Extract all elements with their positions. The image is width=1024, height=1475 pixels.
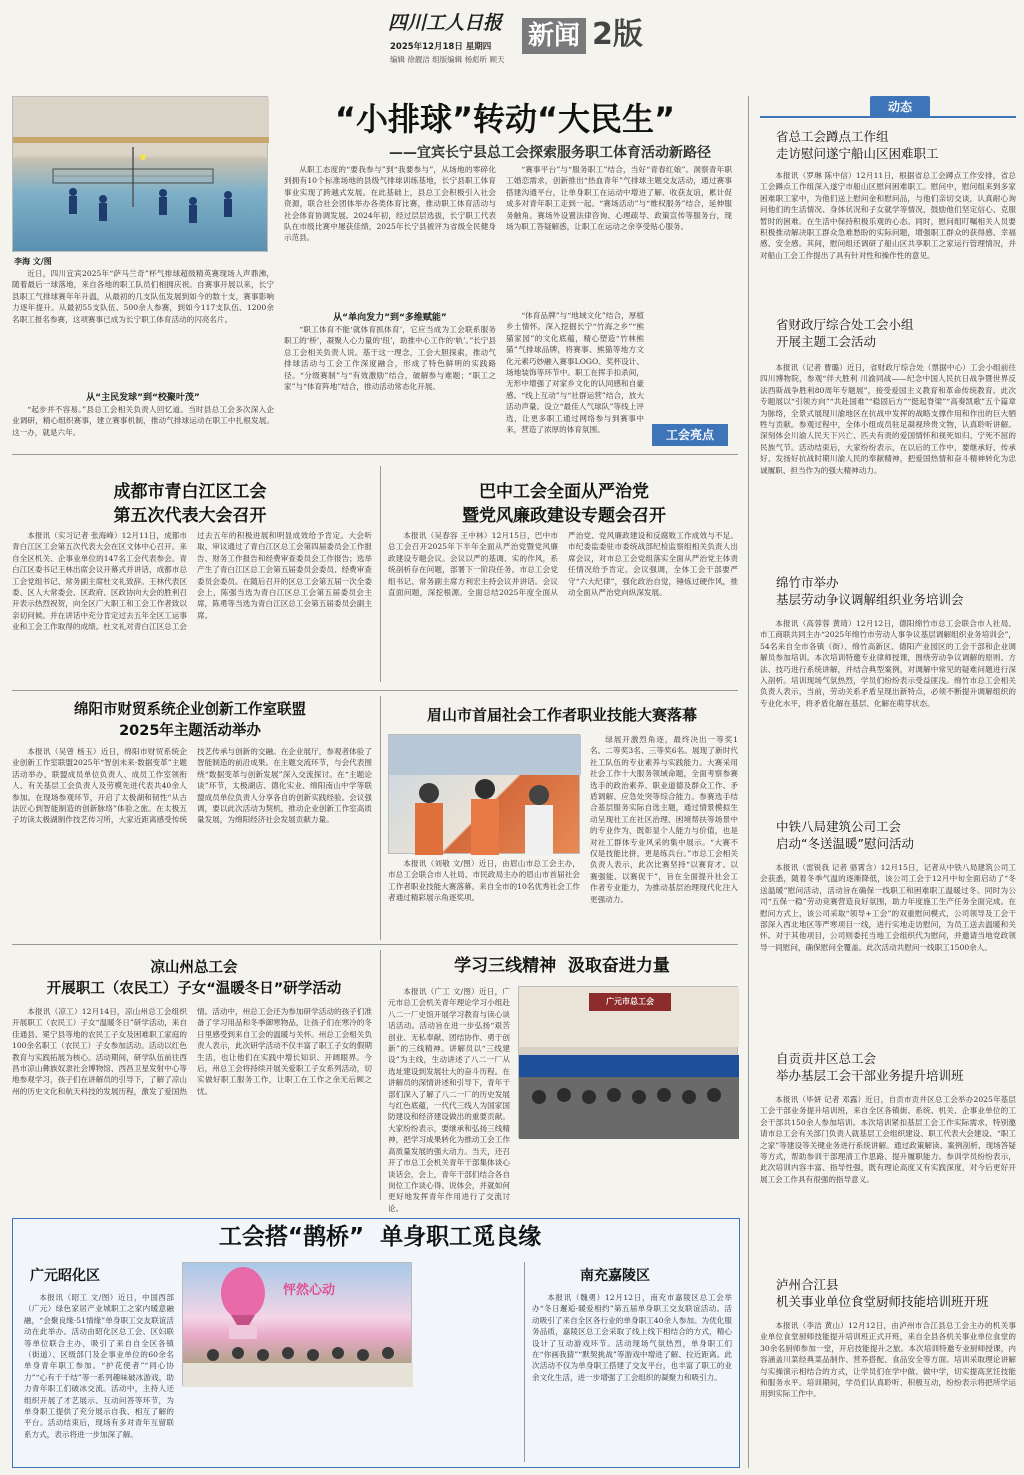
chengdu-body-text: 本报讯（实习记者 张海峰）12月11日，成都市青白江区工会第五次代表大会在区文体中心召开。来自全区机关、企事业单位的147名工会代表参会。青白江区委书记王林出席会议开幕式并讲话，成都市总工会党组书记、常务副主席杜文礼致辞。王林代表区委、区人大常委会、区政府、区政协向大会的胜利召开表示热烈祝贺，向全区广大职工和工会工作者致以亲切问候。并在讲话中充分肯定过去五年全区工运事业和工会工作取得的成绩。杜文礼对青白江区总工会过去五年的积极进展和明显成效给予肯定。大会听取、审议通过了青白江区总工会第四届委员会工作报告、财务工作报告和经费审查委员会工作报告；选举产生了青白江区总工会第五届委员会委员、经费审查委员会委员。在随后召开的区总工会第五届一次全委会上，陈强当选为青白江区总工会第五届委员会主席，陈勇等当选为青白江区总工会第五届委员会副主席。 [12,531,372,632]
sanxian-body [388,986,510,1213]
sanxian-group-illustration [519,987,739,1139]
row-divider [12,690,738,691]
meishan-body1-text: 本报讯（刘敬 文/图）近日，由眉山市总工会主办，市总工会联合市人社局、市民政局主办的眉山市首届社会工作者职业技能大赛落幕。来自全市的10名优秀社会工作者通过精彩展示角逐奖项。 [388,859,580,903]
lead-col1 [12,268,274,388]
magpie-title: 工会搭“鹊桥” 单身职工觅良缘 [218,1224,542,1250]
sidebar-item-body-text: 本报讯（毕妍 记者 邓露）近日，自贡市贡井区总工会举办2025年基层工会干部业务提升培训班，来自全区各镇街、系统、机关、企事业单位的工会干部共150余人参加培训。本次培训紧扣基层工会工作实际需求，特别邀请市总工会有关部门负责人就基层工会组织建设、职工代表大会建设、“职工之家”等建设等关键业务进行系统讲解。通过政策解读、案例剖析、现场答疑等方式，帮助参训干部理清工作思路、提升履职能力。参训学员纷纷表示，此次培训内容丰富、指导性强，既有理论高度又有实践深度，对今后更好开展工会工作具有很强的指导意义。 [760,1095,1016,1184]
lead-col1b [12,404,274,440]
lead-col1b-text: “起步并不容易。”县总工会相关负责人回忆道。当时县总工会多次深入企业调研，精心组织赛事，建立赛事机制，推动气排球运动在职工中扎根发展。这一办，就是六年。 [12,405,274,437]
row-divider [12,944,738,945]
sidebar-item-body-text: 本报讯（记者 曹璐）近日，省财政厅综合处（票据中心）工会小组前往四川博物院，参观“伴大胜利 川渝同战——纪念中国人民抗日战争暨世界反法西斯战争胜利80周年专题展”，接受爱国主义教育和革命传统教育。此次专题展以“引领方向”“共赴国难”“稳固后方”“挺起脊梁”“高奏凯歌”五个篇章为脉络，全景式展现川渝地区在抗战中发挥的战略支撑作用和作出的巨大牺牲与贡献。参观过程中，全体小组成员驻足凝视珍贵文物，认真聆听讲解。深刻体会川渝人民天下兴亡、匹夫有责的爱国情怀和视死如归、宁死不屈的民族气节。活动结束后，大家纷纷表示，在以后的工作中，要继承好、传承好、发扬好抗战时期川渝人民的奉献精神，把爱国热情和奋斗精神转化为忠诚履职、担当作为的强大精神动力。 [760,363,1016,475]
chengdu-title: 成都市青白江区工会 第五次代表大会召开 [113,482,267,526]
sidebar-item-body-text: 本报讯（高蓉蓉 黄琦）12月12日，德阳绵竹市总工会联合市人社局、市工商联共同主办“2025年绵竹市劳动人事争议基层调解组织业务培训会”，54名来自全市各镇（街）、绵竹高新区、德阳产业园区的工会干部和企业调解员参加培训。本次培训特邀专业律师授课，围绕劳动争议调解的原则、方法、技巧进行系统讲解，并结合典型案例，对调解中常见的疑难问题进行深入剖析。培训现场气氛热烈，学员们纷纷表示受益匪浅。绵竹市总工会相关负责人表示，当前，劳动关系矛盾呈现出新特点，必须不断提升调解组织的专业化水平，将矛盾化解在基层、化解在萌芽状态。 [760,619,1016,708]
lead-col2 [284,164,496,304]
lead-col2-text: 从职工态度的“要我参与”到“我要参与”，从场地的零碎化到拥有10个标准场地的县级气排球训练基地，长宁县职工体育事业实现了跨越式发展。在此基础上，县总工会积极引入社会资源，联合社会团体举办各类体育比赛，推动职工体育活动与社会体育协调发展。2024年初，经过层层选拔，长宁职工代表队在市级比赛中屡获佳绩，2025年长宁县被评为省级全民健身示范县。 [284,165,496,243]
bazhong-body-text: 本报讯（吴春容 王中林）12月15日，巴中市总工会召开2025年下半年全面从严治党暨党风廉政建设专题会议。会议以严的基调、实的作风，系统剖析存在问题，部署下一阶段任务。市总工会党组书记、常务副主席方利宏主持会议并讲话。会议直面问题，深挖根源。全面总结2025年度全面从严治党、党风廉政建设和反腐败工作成效与不足。市纪委监委驻市委统战部纪检监察组相关负责人出席会议，对市总工会党组落实全面从严治党主体责任情况给予肯定。会议强调，全体工会干部要严守“六大纪律”，强化政治自觉，锤炼过硬作风，推动全面从严治党向纵深发展。 [388,531,738,598]
jialing-subtitle: 南充嘉陵区 [580,1268,650,1284]
lead-col2b [284,324,496,440]
sidebar-item-title: 绵竹市举办 基层劳动争议调解组织业务培训会 [776,575,964,607]
mianyang-body [12,746,372,936]
lead-title: “小排球”转动“大民生” [334,100,676,138]
magpie-divider [524,1262,525,1462]
sidebar-item-title: 中铁八局建筑公司工会 启动“冬送温暖”慰问活动 [776,819,914,851]
zhaohua-subtitle: 广元昭化区 [30,1268,100,1284]
col-divider [380,950,381,1200]
bazhong-body [388,530,738,682]
sidebar-divider [748,96,749,1468]
sidebar-item-body [760,618,1016,786]
meishan-title: 眉山市首届社会工作者职业技能大赛落幕 [426,706,697,724]
sidebar-item-title: 省财政厅综合处工会小组 开展主题工会活动 [776,317,914,349]
lead-col3b [506,310,644,440]
sidebar-item-body [760,170,1016,286]
liangshan-body-text: 本报讯（凉工）12月14日，凉山州总工会组织开展职工（农民工）子女“温暖冬日”研学活动，来自佳通县、冕宁县等地的农民工子女及困难职工家庭的100余名职工（农民工）子女参加活动。活动以红色教育与实践拓展为核心。活动期间，研学队伍前往西昌市凉山彝族奴隶社会博物馆、西昌卫星发射中心等地参观学习，孩子们在讲解员的引导下，了解了凉山州的历史文化和航天科技的发展历程，激发了爱国热情。活动中，州总工会还为参加研学活动的孩子们准备了学习用品和冬季御寒物品，让孩子们在寒冷的冬日里感受到来自工会的温暖与关怀。州总工会相关负责人表示，此次研学活动不仅丰富了职工子女的假期生活，也让他们在实践中增长知识、开阔眼界。今后，州总工会将持续开展关爱职工子女系列活动，切实做好职工服务工作，让职工在工作之余无后顾之忧。 [12,1007,372,1096]
lead-col3 [506,164,732,308]
col-divider [380,466,381,682]
sidebar-item-title: 省总工会蹲点工作组 走访慰问遂宁船山区困难职工 [776,129,939,161]
zhaohua-body-cont [182,1390,516,1462]
lead-col3b-text: “体育品牌”与“地域文化”结合，厚植乡土情怀。深入挖掘长宁“竹海之乡”“熊猫家园”的文化底蕴，精心塑造“竹林熊猫”气排球品牌，将赛事、熊猫等地方文化元素巧妙融入赛事LOGO、奖杯设计、场地装饰等环节中。职工在挥手扣杀间，无形中增强了对家乡文化的认同感和自豪感。“线上互动”与“社群运营”结合，放大活动声量。设立“最佳人气球队”等线上评选，让更多职工通过网络参与到赛事中来，营造了浓厚的体育氛围。 [506,311,644,435]
mianyang-body-text: 本报讯（吴曾 杨玉）近日，绵阳市财贸系统企业创新工作室联盟2025年“智创未来·数据变革”主题活动举办，联盟成员单位负责人、成员工作室领衔人、有关基层工会负责人及劳模先进代表共40余人参加。在现场参观环节，开启了太极湖和韧性“从古法匠心到智能制造的创新脉络”体验之旅。在太极五子坊读太极湖制作技艺传习所，大家近距离感受传统技艺传承与创新的交融。在企业展厅，参观者体验了智能制造的前沿成果。在主题交流环节，与会代表围绕“数据变革与创新发展”深入交流探讨。在“主题论谈”环节，太极湖店、德化实业、绵阳南山中学等联盟成员单位负责人分享各自的创新实践经验。会议强调，要以此次活动为契机，推动企业创新工作室高质量发展，为绵阳经济社会发展贡献力量。 [12,747,372,825]
meishan-contestants-illustration [389,735,581,855]
lead-col1-subhead: 从“主民发球”到“校聚叶茂” [86,393,200,403]
mianyang-title: 绵阳市财贸系统企业创新工作室联盟 2025年主题活动举办 [74,702,306,739]
meishan-body1 [388,858,580,938]
lead-byline: 李海 文/图 [14,257,52,266]
masthead-logo: 四川工人日报 [388,12,503,34]
jialing-body [532,1292,732,1462]
lead-col2-subhead: 从“单向发力”到“多维赋能” [333,313,447,323]
sidebar-item-body [760,862,1016,1030]
meishan-photo-contest [388,734,580,854]
jialing-body-text: 本报讯（魏勇）12月12日，南充市嘉陵区总工会举办“冬日邂逅·暖爱相约”第五届单身职工交友联谊活动。活动吸引了来自全区各行业的单身职工40余人参加。为优化服务品质，嘉陵区总工会采取了线上线下相结合的方式，精心设计了互动游戏环节。活动现场气氛热烈，单身职工们在“你画我猜”“默契挑战”等游戏中增进了解、拉近距离。此次活动不仅为单身职工搭建了交友平台，也丰富了职工的业余文化生活，进一步增强了工会组织的凝聚力和吸引力。 [532,1293,732,1382]
sidebar-item-body [760,1320,1016,1466]
lead-photo-volleyball [12,96,268,252]
lead-col3-text: “赛事平台”与“服务职工”结合，当好“青春红娘”。洞察青年职工婚恋需求，创新推出“热血青年”气排球主题交友活动，通过赛事搭建沟通平台，让单身职工在运动中增进了解、收获友谊，累计促成多对青年职工走到一起。“赛场活动”与“维权服务”结合，延伸服务触角。赛场外设置法律咨询、心理疏导、政策宣传等服务台，现场为职工答疑解惑，让职工在运动之余享受贴心服务。 [506,165,732,232]
magpie-photo-zhaohua [182,1262,412,1386]
masthead-date: 2025年12月18日 星期四 [390,42,492,52]
lead-col2b-text: “职工体育不能‘就体育抓体育’，它应当成为工会联系服务职工的‘桥’，凝聚人心力量的‘纽’，助推中心工作的‘轨’。”长宁县总工会相关负责人说。基于这一理念，工会大胆探索，推动气排球活动与工会工作深度融合，形成了特色鲜明的实践路径。“分级赛制”与“有效激励”结合，破解参与难题；“职工之家”与“体育阵地”结合，推动活动常态化开展。 [284,325,496,392]
lead-col1-text: 近日，四川宜宾2025年“萨马兰奇”杯气排球超级精英赛现场人声鼎沸，随着最后一球落地，来自各地的职工队员们相拥庆祝。自赛事开展以来，长宁县职工气排球赛年年升温，从最初的几支队伍发展到如今的数十支，赛事影响力逐年提升。从最初55支队伍、500余人参赛，到如今117支队伍、1200余名职工报名参赛，这项赛事已成为长宁职工体育活动的闪亮名片。 [12,269,274,324]
row-divider [12,454,738,455]
page-number: 2版 [592,17,643,52]
sidebar-item-title: 泸州合江县 机关事业单位食堂厨师技能培训班开班 [776,1277,989,1309]
masthead [380,6,700,66]
sidebar-item-body [760,362,1016,558]
lead-subtitle: ——宜宾长宁县总工会探索服务职工体育活动新路径 [389,145,711,161]
section-badge: 新闻 [522,18,586,54]
balloon-text: 怦然心动 [283,1283,336,1298]
volleyball-court-illustration [13,97,269,253]
liangshan-title: 凉山州总工会 开展职工（农民工）子女“温暖冬日”研学活动 [46,960,342,997]
meishan-body2 [590,734,738,938]
sidebar-tag-news: 动态 [870,96,930,118]
masthead-editors: 编辑 徐靓洁 组版编辑 杨彪昕 顾天 [390,55,505,64]
zhaohua-body-text: 本报讯（昭工 文/图）近日，中国西部（广元）绿色家居产业城职工之家内暖意融融，“会聚良缘·51情缘”单身职工交友联谊活动在此举办。活动由昭化区总工会、区妇联等单位联合主办，吸引了来自自全区各镇（街道）、区级部门及企事业单位的60余名单身青年职工参加。“护花使者”“同心协力”“心有千千结”等一系列趣味破冰游戏，助力青年职工们破冰交流。活动中，主持人还组织开展了才艺展示、互动问答等环节，为单身职工提供了充分展示自我、相互了解的平台。活动结束后，现场有多对青年互留联系方式，表示将进一步加深了解。 [24,1293,174,1439]
sidebar-item-body-text: 本报讯（罗琳 陈中信）12月11日，根据省总工会蹲点工作安排，省总工会蹲点工作组深入遂宁市船山区慰问困难职工。慰问中，慰问组来到多家困难职工家中，为他们送上慰问金和慰问品，与他们亲切交谈，认真耐心询问他们的生活情况、身体状况和子女就学等情况，鼓励他们坚定信心、克服暂时的困难。在生活中保持积极乐观的心态。同时，慰问组叮嘱相关人员要积极推动解决职工群众急难愁盼的实际问题，增强职工群众的获得感、幸福感、安全感。其间，慰问组还调研了船山区共享职工之家运行管理情况，并对船山工会工作提出了具有针对性和操作性的意见。 [760,171,1016,260]
sidebar-item-body [760,1094,1016,1252]
lead-tag-highlight: 工会亮点 [652,424,728,446]
meishan-body2-text: 绿展开激烈角逐，最终决出一等奖1名、二等奖3名、三等奖6名。展现了新时代社工队伍的专业素养与实践能力。大赛采用社会工作十大服务领域命题，全面考察参赛选手的政治素养、职业道德及群众工作、矛盾调解、应急处突等综合能力。参赛选手结合基层服务实际自选主题，通过情景模拟生动呈现社工在社区治理、困境帮扶等场景中的专业作为，既彰显个人能力与价值，也是对社工群体专业风采的集中展示。“大赛不仅是技能比拼，更是练兵台。”市总工会相关负责人表示，此次比赛坚持“以赛育才、以赛强能、以赛促干”，旨在全面提升社会工作者专业能力，为推动基层治理现代化注入更强动力。 [590,735,738,904]
sidebar-item-body-text: 本报讯（雷锐我 记者 骆霄含）12月15日，记者从中铁八局建筑公司工会获悉，随着冬季气温的逐渐降低，该公司工会于12月中旬全面启动了“冬送温暖”慰问活动，活动旨在确保一线职工和困难职工温暖过冬。同时为公司“五保一稳”劳动竞赛营造良好氛围，助力年度施工生产任务全面完成。在慰问方式上，该公司采取“领导+工会”的双重慰问模式，公司领导及工会干部深入西北地区等严寒项目一线，进行实地走访慰问，为员工送去温暖和关怀。对于其他项目，公司则委托当地工会组织代为慰问，并邀请当地党政领导一同慰问，确保慰问全覆盖。此次活动共慰问一线职工1500余人。 [760,863,1016,952]
sanxian-photo [518,986,738,1138]
sidebar-rule [760,116,1016,118]
zhaohua-body [24,1292,174,1462]
sanxian-body-text: 本报讯（广工 文/图）近日，广元市总工会机关青年理论学习小组赴八二一厂史馆开展学习教育与读心谈话活动。活动旨在进一步弘扬“艰苦创业、无私奉献、团结协作、勇于创新”的三线精神。讲解员以“三线建设”为主线，生动讲述了八二一厂从选址建设到发展壮大的奋斗历程。在讲解员的深情讲述和引导下，青年干部们深入了解了八二一厂的历史发展与红色底蕴，一代代三线人为国家国防建设和经济建设做出的重要贡献。大家纷纷表示，要继承和弘扬三线精神，把学习成果转化为推动工会工作高质量发展的强大动力。当天，还召开了市总工会机关青年干部集体谈心谈话会，会上，青年干部们结合各自岗位工作谈心得、说体会，并就如何更好地发挥青年作用进行了交流讨论。 [388,987,510,1213]
sidebar-item-body-text: 本报讯（李洁 黄山）12月12日，由泸州市合江县总工会主办的机关事业单位食堂厨师技能提升培训班正式开班，来自全县各机关事业单位食堂的30余名厨师参加一堂，开启技能提升之旅。本次培训特邀专业厨师授课，内容涵盖川菜经典菜品制作、营养搭配、食品安全等方面。培训采取理论讲解与实操演示相结合的方式，让学员们在学中做、做中学，切实提高烹饪技能和服务水平。培训期间，学员们认真聆听、积极互动，纷纷表示将把所学运用到实际工作中。 [760,1321,1016,1399]
sidebar-item-title: 自贡贡井区总工会 举办基层工会干部业务提升培训班 [776,1051,964,1083]
sanxian-title: 学习三线精神 汲取奋进力量 [454,956,670,976]
chengdu-body [12,530,372,682]
liangshan-body [12,1006,372,1196]
bazhong-title: 巴中工会全面从严治党 暨党风廉政建设专题会召开 [462,482,666,526]
sanxian-banner-text: 广元市总工会 [606,997,654,1006]
col-divider [380,696,381,940]
